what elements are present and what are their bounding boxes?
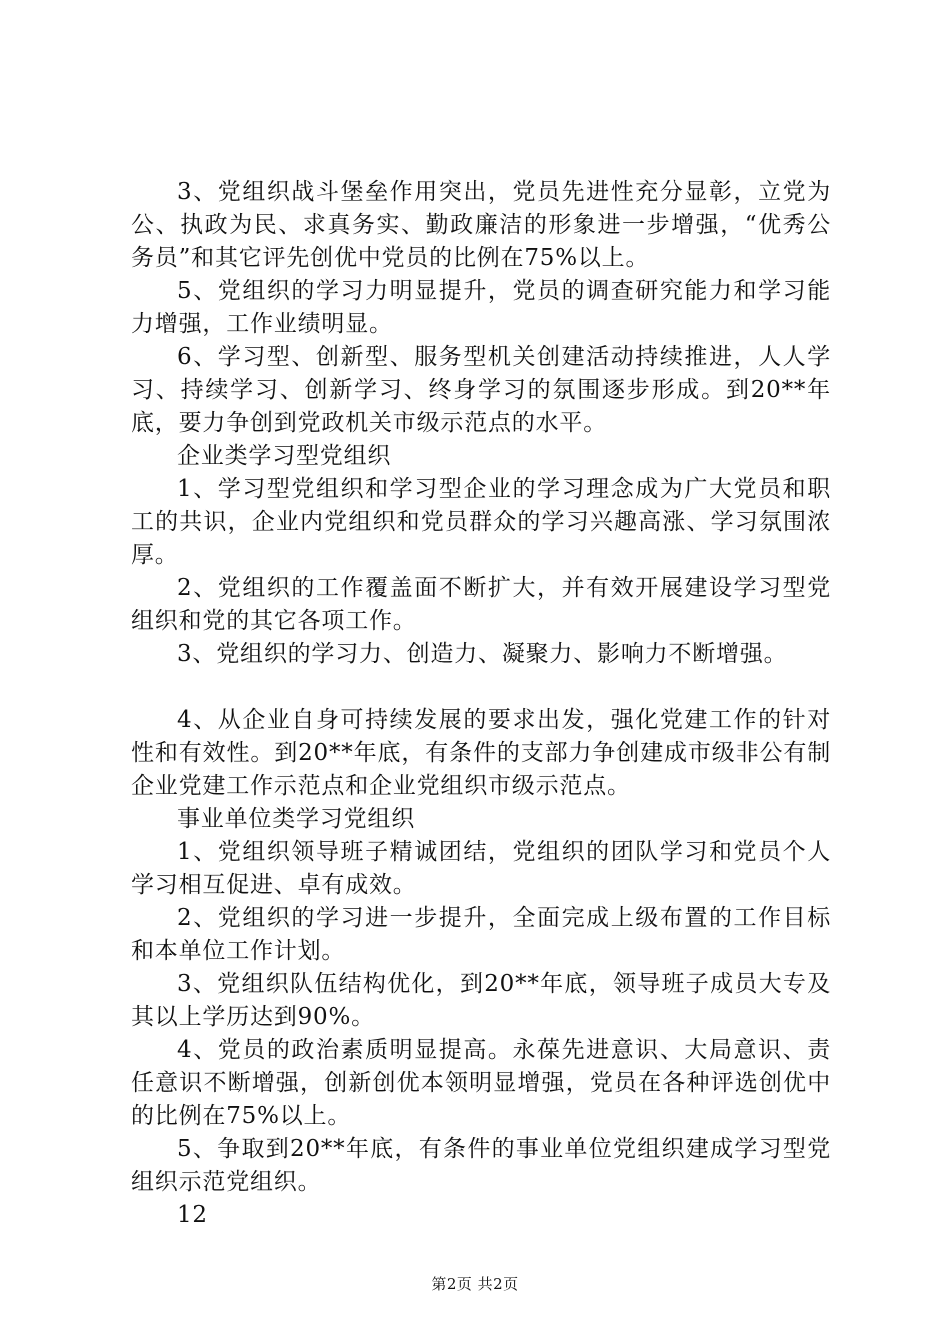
paragraph-enterprise-4: 4、从企业自身可持续发展的要求出发，强化党建工作的针对性和有效性。到20**年底，有条件的支部力争创建成市级非公有制企业党建工作示范点和企业党组织市级示范点。: [131, 707, 831, 799]
section-heading-enterprise: 企业类学习型党组织: [177, 443, 392, 469]
paragraph-enterprise-2: 2、党组织的工作覆盖面不断扩大，并有效开展建设学习型党组织和党的其它各项工作。: [131, 575, 831, 634]
blank-line: [131, 671, 831, 704]
paragraph-institution-3: 3、党组织队伍结构优化，到20**年底，领导班子成员大专及其以上学历达到90%。: [131, 971, 831, 1030]
paragraph-institution-5: 5、争取到20**年底，有条件的事业单位党组织建成学习型党组织示范党组织。: [131, 1136, 831, 1195]
page-footer: 第2页 共2页: [431, 1275, 519, 1293]
paragraph-party-org-fortress: 3、党组织战斗堡垒作用突出，党员先进性充分显彰，立党为公、执政为民、求真务实、勤政廉洁的形象进一步增强，“优秀公务员”和其它评先创优中党员的比例在75%以上。: [131, 179, 831, 271]
paragraph-learning-ability: 5、党组织的学习力明显提升，党员的调查研究能力和学习能力增强，工作业绩明显。: [131, 278, 831, 337]
trailing-number: 12: [177, 1202, 208, 1228]
paragraph-institution-1: 1、党组织领导班子精诚团结，党组织的团队学习和党员个人学习相互促进、卓有成效。: [131, 839, 831, 898]
section-heading-public-institution: 事业单位类学习党组织: [177, 806, 415, 832]
paragraph-institution-4: 4、党员的政治素质明显提高。永葆先进意识、大局意识、责任意识不断增强，创新创优本领明显增强，党员在各种评选创优中的比例在75%以上。: [131, 1037, 831, 1129]
paragraph-organ-creation: 6、学习型、创新型、服务型机关创建活动持续推进，人人学习、持续学习、创新学习、终身学习的氛围逐步形成。到20**年底，要力争创到党政机关市级示范点的水平。: [131, 344, 831, 436]
paragraph-enterprise-3: 3、党组织的学习力、创造力、凝聚力、影响力不断增强。: [177, 641, 788, 667]
paragraph-institution-2: 2、党组织的学习进一步提升，全面完成上级布置的工作目标和本单位工作计划。: [131, 905, 831, 964]
document-body: [131, 176, 831, 1232]
paragraph-enterprise-1: 1、学习型党组织和学习型企业的学习理念成为广大党员和职工的共识，企业内党组织和党员群众的学习兴趣高涨、学习氛围浓厚。: [131, 476, 831, 568]
